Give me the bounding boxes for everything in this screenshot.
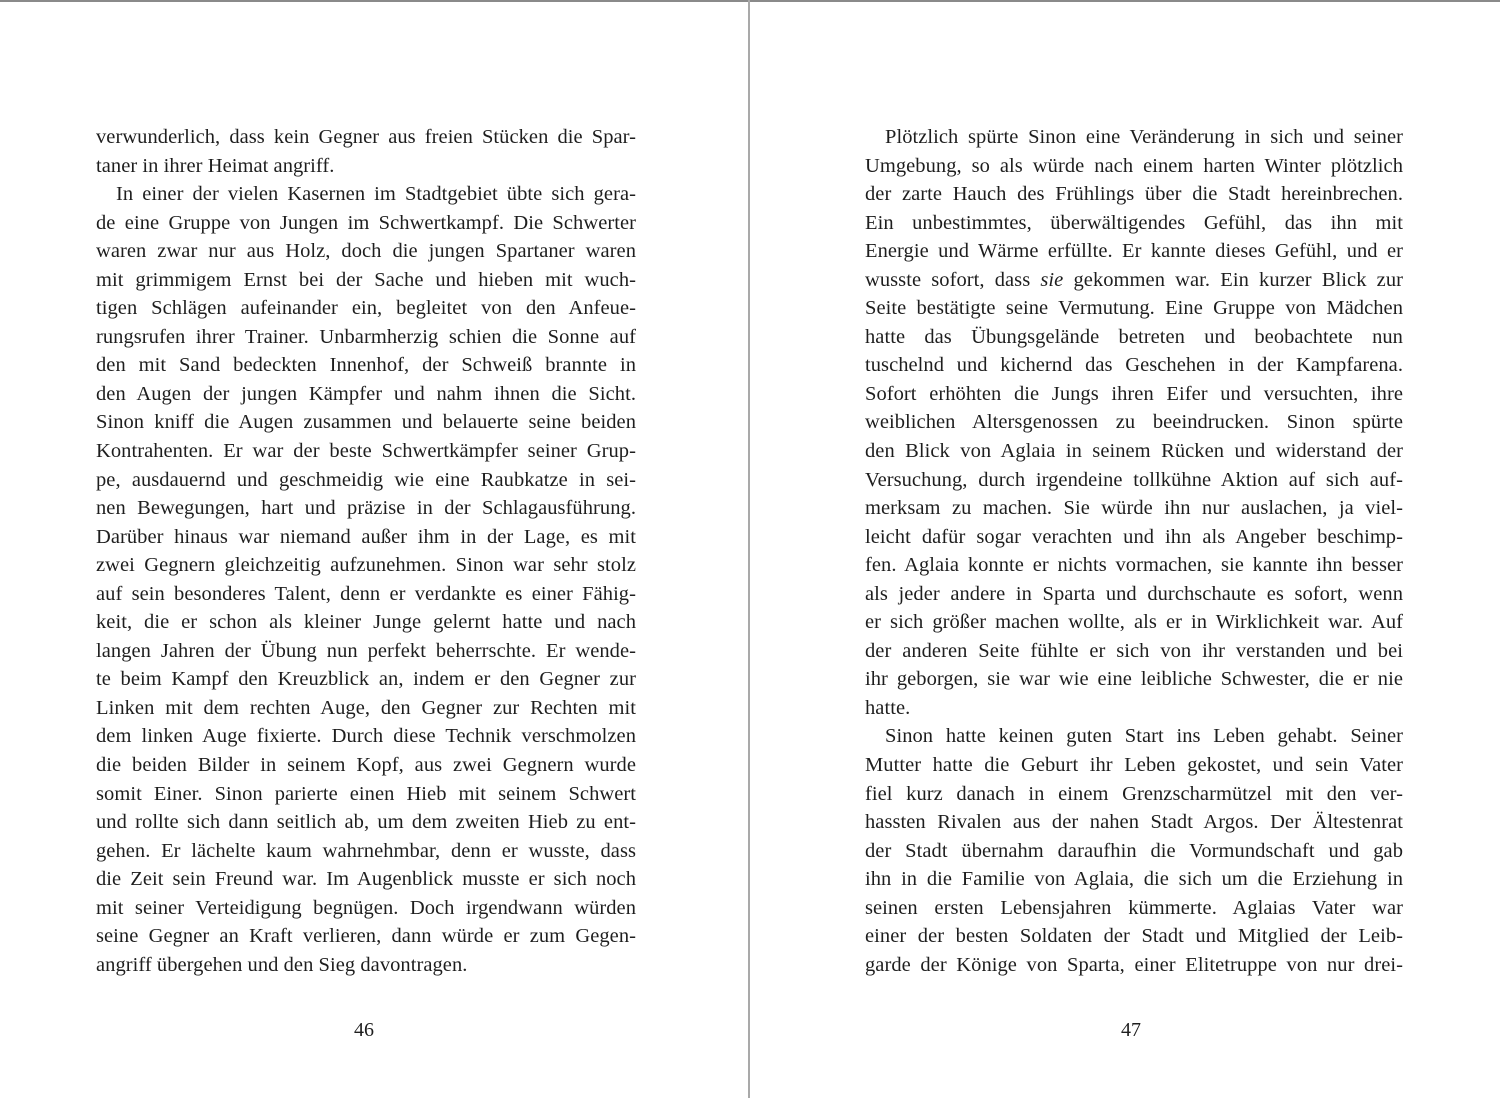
text-line: dem linken Auge fixierte. Durch diese Technik verschmolzen [96,725,636,748]
text-line: ihr geborgen, sie war wie eine leibliche Schwester, die er nie [865,668,1403,691]
text-line: hatte. [865,696,911,719]
right-page-number: 47 [1121,1019,1141,1041]
text-line: somit Einer. Sinon parierte einen Hieb mit seinem Schwert [96,782,636,805]
text-line: Umgebung, so als würde nach einem harten Winter plötzlich [865,154,1403,177]
text-line: Kontrahenten. Er war der beste Schwertkämpfer seiner Grup- [96,440,636,463]
text-line: tuschelnd und kichernd das Geschehen in der Kampfarena. [865,354,1403,377]
text-line: Sofort erhöhten die Jungs ihren Eifer und versuchten, ihre [865,382,1403,405]
text-line: der zarte Hauch des Frühlings über die Stadt hereinbrechen. [865,183,1403,206]
text-line: fiel kurz danach in einem Grenzscharmützel mit den ver- [865,782,1403,805]
text-line: ihn in die Familie von Aglaia, die sich um die Erziehung in [865,868,1403,891]
text-line: er sich größer machen wollte, als er in Wirklichkeit war. Auf [865,611,1403,634]
left-page-body [96,123,636,979]
text-line: de eine Gruppe von Jungen im Schwertkampf. Die Schwerter [96,211,636,234]
text-line: Versuchung, durch irgendeine tollkühne Aktion auf sich auf- [865,468,1403,491]
text-line: langen Jahren der Übung nun perfekt beherrschte. Er wende- [96,639,636,662]
left-page [0,0,748,1098]
text-line: einer der besten Soldaten der Stadt und Mitglied der Leib- [865,925,1403,948]
right-page-body [865,123,1403,979]
text-line: auf sein besonderes Talent, denn er verdankte es einer Fähig- [96,582,636,605]
text-line: seine Gegner an Kraft verlieren, dann würde er zum Gegen- [96,925,636,948]
text-line: nen Bewegungen, hart und präzise in der Schlagausführung. [96,497,636,520]
text-line: tigen Schlägen aufeinander ein, begleitet von den Anfeue- [96,297,636,320]
text-line: Sinon hatte keinen guten Start ins Leben gehabt. Seiner [885,725,1403,748]
text-line: rungsrufen ihrer Trainer. Unbarmherzig schien die Sonne auf [96,325,636,348]
text-line: der anderen Seite fühlte er sich von ihr verstanden und bei [865,639,1403,662]
text-line: merksam zu machen. Sie würde ihn nur auslachen, ja viel- [865,497,1403,520]
text-line: taner in ihrer Heimat angriff. [96,154,335,177]
text-line: Linken mit dem rechten Auge, den Gegner zur Rechten mit [96,696,636,719]
text-line [865,266,1403,295]
text-line: die beiden Bilder in seinem Kopf, aus zwei Gegnern wurde [96,754,636,777]
text-line: Energie und Wärme erfüllte. Er kannte dieses Gefühl, und er [865,240,1403,263]
text-line: zwei Gegnern gleichzeitig aufzunehmen. Sinon war sehr stolz [96,554,636,577]
text-line: den Blick von Aglaia in seinem Rücken und widerstand der [865,440,1403,463]
text-line: weiblichen Altersgenossen zu beeindrucken. Sinon spürte [865,411,1403,434]
text-segment: wusste sofort, dass [865,268,1041,291]
text-line: Seite bestätigte seine Vermutung. Eine Gruppe von Mädchen [865,297,1403,320]
text-line: In einer der vielen Kasernen im Stadtgebiet übte sich gera- [116,183,636,206]
text-line: fen. Aglaia konnte er nichts vormachen, sie kannte ihn besser [865,554,1403,577]
italic-emphasis: sie [1040,268,1064,291]
text-line: waren zwar nur aus Holz, doch die jungen Spartaner waren [96,240,636,263]
text-line: leicht dafür sogar verachten und ihn als Angeber beschimp- [865,525,1403,548]
text-line: angriff übergehen und den Sieg davontragen. [96,953,468,976]
text-line: die Zeit sein Freund war. Im Augenblick musste er sich noch [96,868,636,891]
text-line: und rollte sich dann seitlich ab, um dem zweiten Hieb zu ent- [96,811,636,834]
text-line: der Stadt übernahm daraufhin die Vormundschaft und gab [865,839,1403,862]
left-page-number: 46 [354,1019,374,1041]
text-line: seinen ersten Lebensjahren kümmerte. Aglaias Vater war [865,896,1403,919]
text-line: hatte das Übungsgelände betreten und beobachtete nun [865,325,1403,348]
text-line: verwunderlich, dass kein Gegner aus freien Stücken die Spar- [96,126,636,148]
text-line: pe, ausdauernd und geschmeidig wie eine Raubkatze in sei- [96,468,636,491]
text-segment: gekommen war. Ein kurzer Blick zur [1063,268,1403,291]
text-line: Ein unbestimmtes, überwältigendes Gefühl, das ihn mit [865,211,1403,234]
text-line: hassten Rivalen aus der nahen Stadt Argos. Der Ältestenrat [865,811,1403,834]
text-line: keit, die er schon als kleiner Junge gelernt hatte und nach [96,611,636,634]
text-line: Mutter hatte die Geburt ihr Leben gekostet, und sein Vater [865,754,1403,777]
text-line: den mit Sand bedeckten Innenhof, der Schweiß brannte in [96,354,636,377]
right-page [750,0,1498,1098]
text-line: garde der Könige von Sparta, einer Elitetruppe von nur drei- [865,953,1403,976]
text-line: gehen. Er lächelte kaum wahrnehmbar, denn er wusste, dass [96,839,636,862]
text-line: Darüber hinaus war niemand außer ihm in der Lage, es mit [96,525,636,548]
text-line: te beim Kampf den Kreuzblick an, indem er den Gegner zur [96,668,636,691]
text-line: den Augen der jungen Kämpfer und nahm ihnen die Sicht. [96,382,636,405]
text-line: Plötzlich spürte Sinon eine Veränderung in sich und seiner [885,126,1403,148]
text-line: mit seiner Verteidigung begnügen. Doch irgendwann würden [96,896,636,919]
text-line: mit grimmigem Ernst bei der Sache und hieben mit wuch- [96,268,636,291]
text-line: als jeder andere in Sparta und durchschaute es sofort, wenn [865,582,1403,605]
text-line: Sinon kniff die Augen zusammen und belauerte seine beiden [96,411,636,434]
